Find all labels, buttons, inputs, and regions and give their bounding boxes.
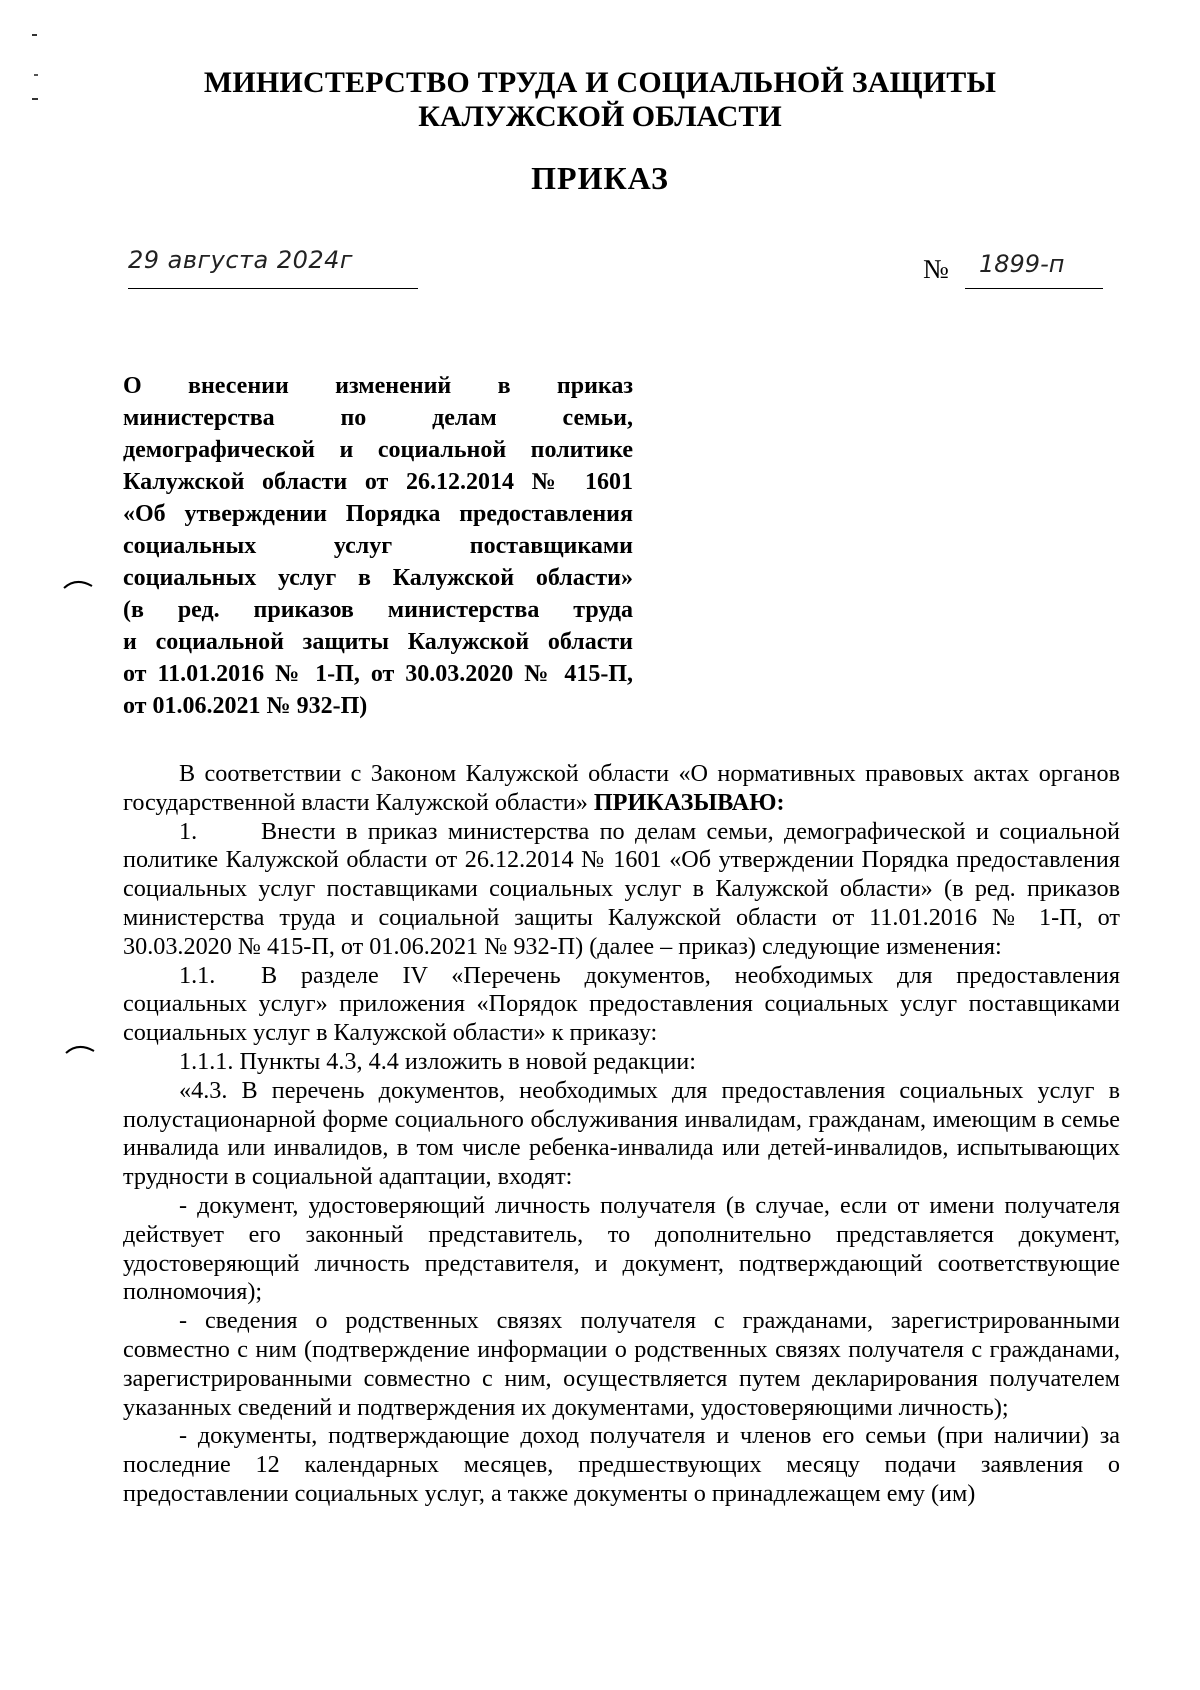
paragraph-text: Внести в приказ министерства по делам семьи, демографической и социальной политике Калужской области от 26.12.2014 № 1601 «Об утверждении Порядка предоставления социальных услуг поставщиками социальных услуг в Калужской области» (в ред. приказов министерства труда и социальной защиты Калужской области от 11.01.2016 № 1-П, от 30.03.2020 № 415-П, от 01.06.2021 № 932-П) (далее – приказ) следующие изменения: — [123, 817, 1120, 960]
paragraph-1-1-1: 1.1.1. Пункты 4.3, 4.4 изложить в новой редакции: — [179, 1047, 696, 1075]
order-subject-title — [123, 370, 633, 722]
order-directive: ПРИКАЗЫВАЮ: — [593, 788, 785, 816]
title-line: министерства по делам семьи, — [123, 405, 633, 431]
document-type-title: ПРИКАЗ — [531, 160, 669, 196]
list-item: - сведения о родственных связях получателя с гражданами, зарегистрированными совместно с ним (подтверждение информации о родственных связях получателя с гражданами, зарегистрированными совместно с ним, осуществляется путем декларирования получателем указанных сведений и подтверждения их документами, удостоверяющими личность); — [123, 1307, 1120, 1421]
title-line: от 11.01.2016 № 1-П, от 30.03.2020 № 415-П, — [123, 661, 633, 687]
intro-text: В соответствии с Законом Калужской области «О нормативных правовых актах органов государственной власти Калужской области» — [123, 760, 1120, 816]
title-line: социальных услуг в Калужской области» — [123, 565, 633, 591]
handwritten-date: 29 августа 2024г — [128, 246, 354, 274]
handwritten-order-number: 1899-п — [979, 250, 1065, 278]
title-line: «Об утверждении Порядка предоставления — [123, 501, 633, 527]
title-line: и социальной защиты Калужской области — [123, 629, 633, 655]
title-line: социальных услуг поставщиками — [123, 533, 633, 559]
paragraph-1-1 — [123, 962, 1120, 1048]
paragraph-1 — [123, 818, 1120, 962]
title-line: Калужской области от 26.12.2014 № 1601 — [123, 469, 633, 495]
margin-bracket-mark — [64, 1040, 98, 1056]
title-line: от 01.06.2021 № 932-П) — [123, 693, 368, 719]
paragraph-number: 1. — [179, 817, 198, 845]
document-body — [123, 760, 1120, 1509]
paragraph-number: 1.1. — [179, 961, 216, 989]
number-sign: № — [923, 254, 949, 284]
list-item: - документ, удостоверяющий личность получателя (в случае, если от имени получателя действует его законный представитель, то дополнительно представляется документ, удостоверяющий личность представителя, и документ, подтверждающий соответствующие полномочия); — [123, 1191, 1120, 1306]
margin-bracket-mark — [62, 575, 96, 591]
order-number-field — [923, 246, 1103, 288]
title-line: (в ред. приказов министерства труда — [123, 597, 633, 623]
list-item: - документы, подтверждающие доход получателя и членов его семьи (при наличии) за последние 12 календарных месяцев, предшествующих месяцу подачи заявления о предоставлении социальных услуг, а также документы о принадлежащем ему (им) — [123, 1422, 1120, 1507]
title-line: О внесении изменений в приказ — [123, 373, 633, 399]
paragraph-text: В разделе IV «Перечень документов, необходимых для предоставления социальных услуг» приложения «Порядок предоставления социальных услуг поставщиками социальных услуг в Калужской области» к приказу: — [123, 961, 1120, 1047]
ministry-name-line2: КАЛУЖСКОЙ ОБЛАСТИ — [418, 100, 782, 133]
paragraph-4-3: «4.3. В перечень документов, необходимых для предоставления социальных услуг в полустационарной форме социального обслуживания инвалидам, гражданам, имеющим в семье инвалида или инвалидов, в том числе ребенка-инвалида или детей-инвалидов, испытывающих трудности в социальной адаптации, входят: — [123, 1076, 1120, 1191]
title-line: демографической и социальной политике — [123, 437, 633, 463]
ministry-name-line1: МИНИСТЕРСТВО ТРУДА И СОЦИАЛЬНОЙ ЗАЩИТЫ — [203, 66, 997, 99]
intro-paragraph — [123, 760, 1120, 818]
